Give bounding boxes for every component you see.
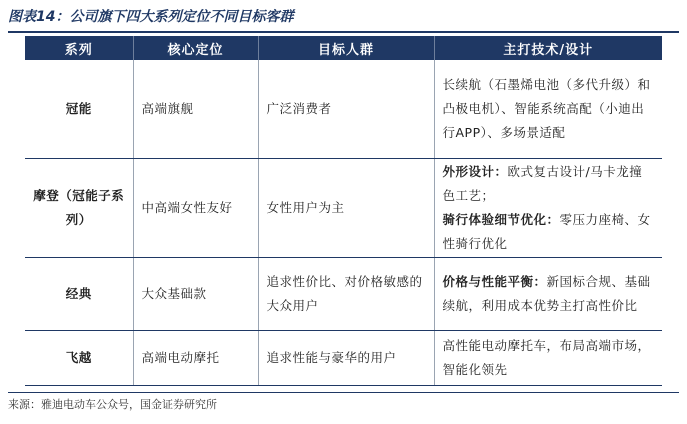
series-cell: 摩登（冠能子系列） [25,159,133,258]
figure-title: 图表14：公司旗下四大系列定位不同目标客群 [8,9,294,25]
tech-cell [434,331,662,386]
tech-bold-label: 外形设计： [442,164,508,179]
tech-cell [434,60,662,159]
table-row [25,159,662,258]
tech-text: 新国标合规、基础续航，利用成本优势主打高性价比 [442,274,651,313]
tech-text: 零压力座椅、女性骑行优化 [442,212,651,251]
table-row [25,258,662,331]
source-divider [8,392,679,393]
tech-bold-label: 价格与性能平衡： [442,274,547,289]
tech-cell [434,159,662,258]
series-cell: 经典 [25,258,133,331]
position-cell: 高端旗舰 [133,60,258,159]
tech-cell [434,258,662,331]
audience-cell: 广泛消费者 [258,60,434,159]
table-header-row [25,36,662,60]
source-note: 来源：雅迪电动车公众号，国金证券研究所 [8,398,217,411]
audience-cell: 追求性能与豪华的用户 [258,331,434,386]
audience-cell: 追求性价比、对价格敏感的大众用户 [258,258,434,331]
tech-text: 长续航（石墨烯电池（多代升级）和凸极电机）、智能系统高配（小迪出行APP）、多场景适配 [442,77,651,140]
tech-text: 欧式复古设计/马卡龙撞色工艺； [442,164,643,203]
position-cell: 高端电动摩托 [133,331,258,386]
tech-bold-label: 骑行体验细节优化： [442,212,560,227]
title-divider [8,31,679,33]
position-cell: 大众基础款 [133,258,258,331]
position-cell: 中高端女性友好 [133,159,258,258]
column-header-series: 系列 [25,36,133,60]
table-row [25,331,662,386]
column-header-tech: 主打技术/设计 [434,36,662,60]
column-header-position: 核心定位 [133,36,258,60]
series-positioning-table [25,36,662,386]
table-row [25,60,662,159]
column-header-audience: 目标人群 [258,36,434,60]
tech-text: 高性能电动摩托车，布局高端市场，智能化领先 [442,338,651,377]
series-cell: 冠能 [25,60,133,159]
series-cell: 飞越 [25,331,133,386]
audience-cell: 女性用户为主 [258,159,434,258]
